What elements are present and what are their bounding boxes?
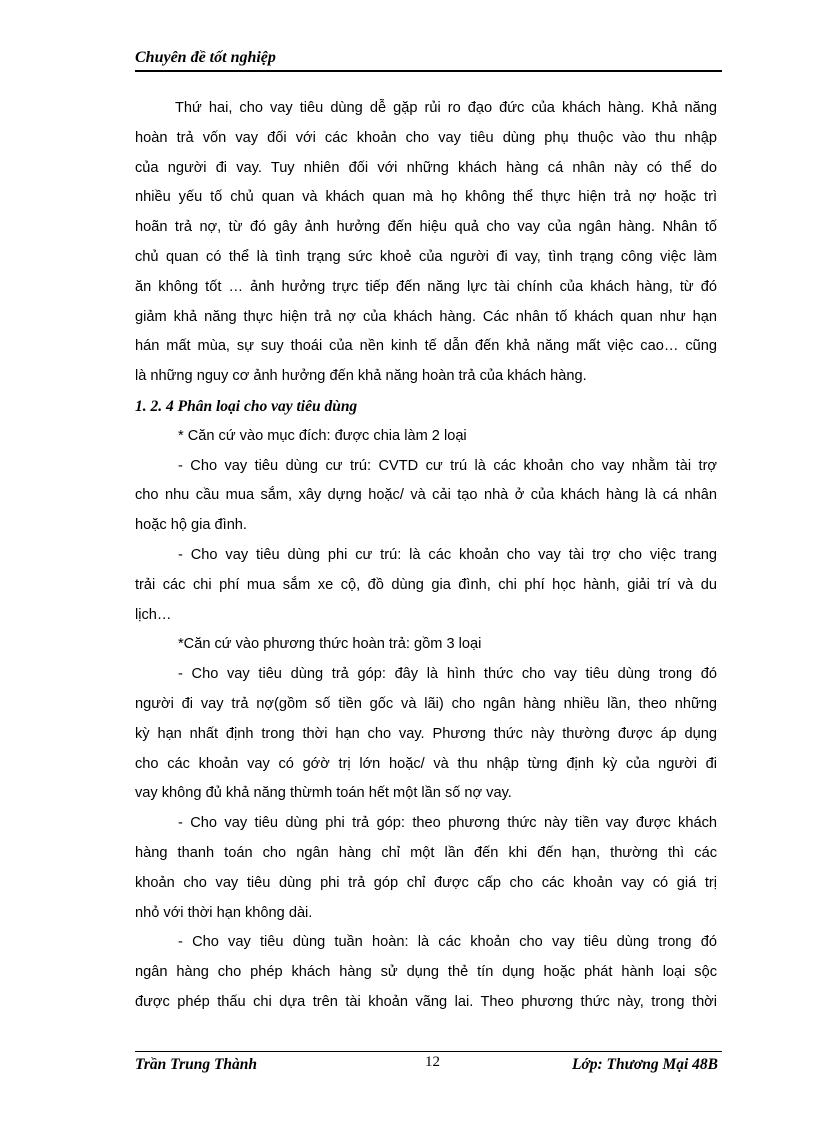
text-line: ngân hàng cho phép khách hàng sử dụng thẻ tín dụng hoặc phát hành loại sộc <box>135 964 717 981</box>
text-line: cho các khoản vay có gớờ trị lớn hoặc/ và thu nhập từng định kỳ của người đi <box>135 755 717 772</box>
text-line: cho nhu cầu mua sắm, xây dựng hoặc/ và cải tạo nhà ở của khách hàng là cá nhân <box>135 487 717 504</box>
text-line: trải các chi phí mua sắm xe cộ, đồ dùng gia đình, chi phí học hành, giải trí và du <box>135 576 717 593</box>
text-line: - Cho vay tiêu dùng phi cư trú: là các khoản cho vay tài trợ cho việc trang <box>178 546 717 563</box>
document-body <box>135 94 717 1018</box>
text-line: Thứ hai, cho vay tiêu dùng dễ gặp rủi ro đạo đức của khách hàng. Khả năng <box>175 100 717 116</box>
footer-author: Trần Trung Thành <box>135 1056 258 1073</box>
text-line: - Cho vay tiêu dùng cư trú: CVTD cư trú là các khoản cho vay nhằm tài trợ <box>178 457 717 474</box>
section-heading: 1. 2. 4 Phân loại cho vay tiêu dùng <box>135 397 358 415</box>
text-line: * Căn cứ vào mục đích: được chia làm 2 loại <box>178 427 467 444</box>
text-line: - Cho vay tiêu dùng tuần hoàn: là các khoản cho vay tiêu dùng trong đó <box>178 934 717 951</box>
text-line: hoặc hộ gia đình. <box>135 517 247 534</box>
text-line: - Cho vay tiêu dùng trả góp: đây là hình thức cho vay tiêu dùng trong đó <box>178 666 717 683</box>
text-line: giảm khả năng thực hiện trả nợ của khách hàng. Các nhân tố khách quan như hạn <box>135 308 717 325</box>
text-line: được phép thấu chi dựa trên tài khoản vãng lai. Theo phương thức này, trong thời <box>135 993 717 1010</box>
text-line: hoãn trả nợ, từ đó gây ảnh hưởng đến hiệu quả cho vay của ngân hàng. Nhân tố <box>135 219 717 236</box>
text-line: người đi vay trả nợ(gồm số tiền gốc và lãi) cho ngân hàng nhiều lần, theo những <box>135 695 717 712</box>
text-line: ăn không tốt … ảnh hưởng trực tiếp đến năng lực tài chính của khách hàng, từ đó <box>135 278 717 295</box>
text-line: nhỏ với thời hạn không dài. <box>135 904 313 921</box>
text-line: hoàn trả vốn vay đối với các khoản cho vay tiêu dùng phụ thuộc vào thu nhập <box>135 129 717 146</box>
text-line: là những nguy cơ ảnh hưởng đến khả năng hoàn trả của khách hàng. <box>135 368 587 385</box>
text-line: kỳ hạn nhất định trong thời hạn cho vay. Phương thức này thường được áp dụng <box>135 725 717 742</box>
text-line: của người đi vay. Tuy nhiên đối với những khách hàng cá nhân này có thể do <box>135 159 717 176</box>
text-line: hán mất mùa, sự suy thoái của nền kinh tế dẫn đến khả năng mất việc cao… cũng <box>135 338 717 355</box>
text-line: *Căn cứ vào phương thức hoàn trả: gồm 3 loại <box>178 636 482 653</box>
text-line: lịch… <box>135 606 172 623</box>
text-line: nhiều yếu tố chủ quan và khách quan mà họ không thể thực hiện trả nợ hoặc trì <box>135 189 717 206</box>
text-line: khoản cho vay tiêu dùng phi trả góp chỉ được cấp cho các khoản vay có giá trị <box>135 874 717 891</box>
text-line: hàng thanh toán cho ngân hàng chỉ một lần đến khi đến hạn, thường thì các <box>135 844 717 861</box>
page-number: 12 <box>425 1054 440 1070</box>
text-line: chủ quan có thể là tình trạng sức khoẻ của người đi vay, tình trạng công việc làm <box>135 248 717 265</box>
header-title: Chuyên đề tốt nghiệp <box>135 49 276 66</box>
text-line: vay không đủ khả năng thừmh toán hết một lần số nợ vay. <box>135 785 512 802</box>
footer-class: Lớp: Thương Mại 48B <box>571 1056 718 1073</box>
text-line: - Cho vay tiêu dùng phi trả góp: theo phương thức này tiền vay được khách <box>178 815 717 832</box>
page-footer <box>135 1051 722 1076</box>
page-header <box>135 48 722 72</box>
